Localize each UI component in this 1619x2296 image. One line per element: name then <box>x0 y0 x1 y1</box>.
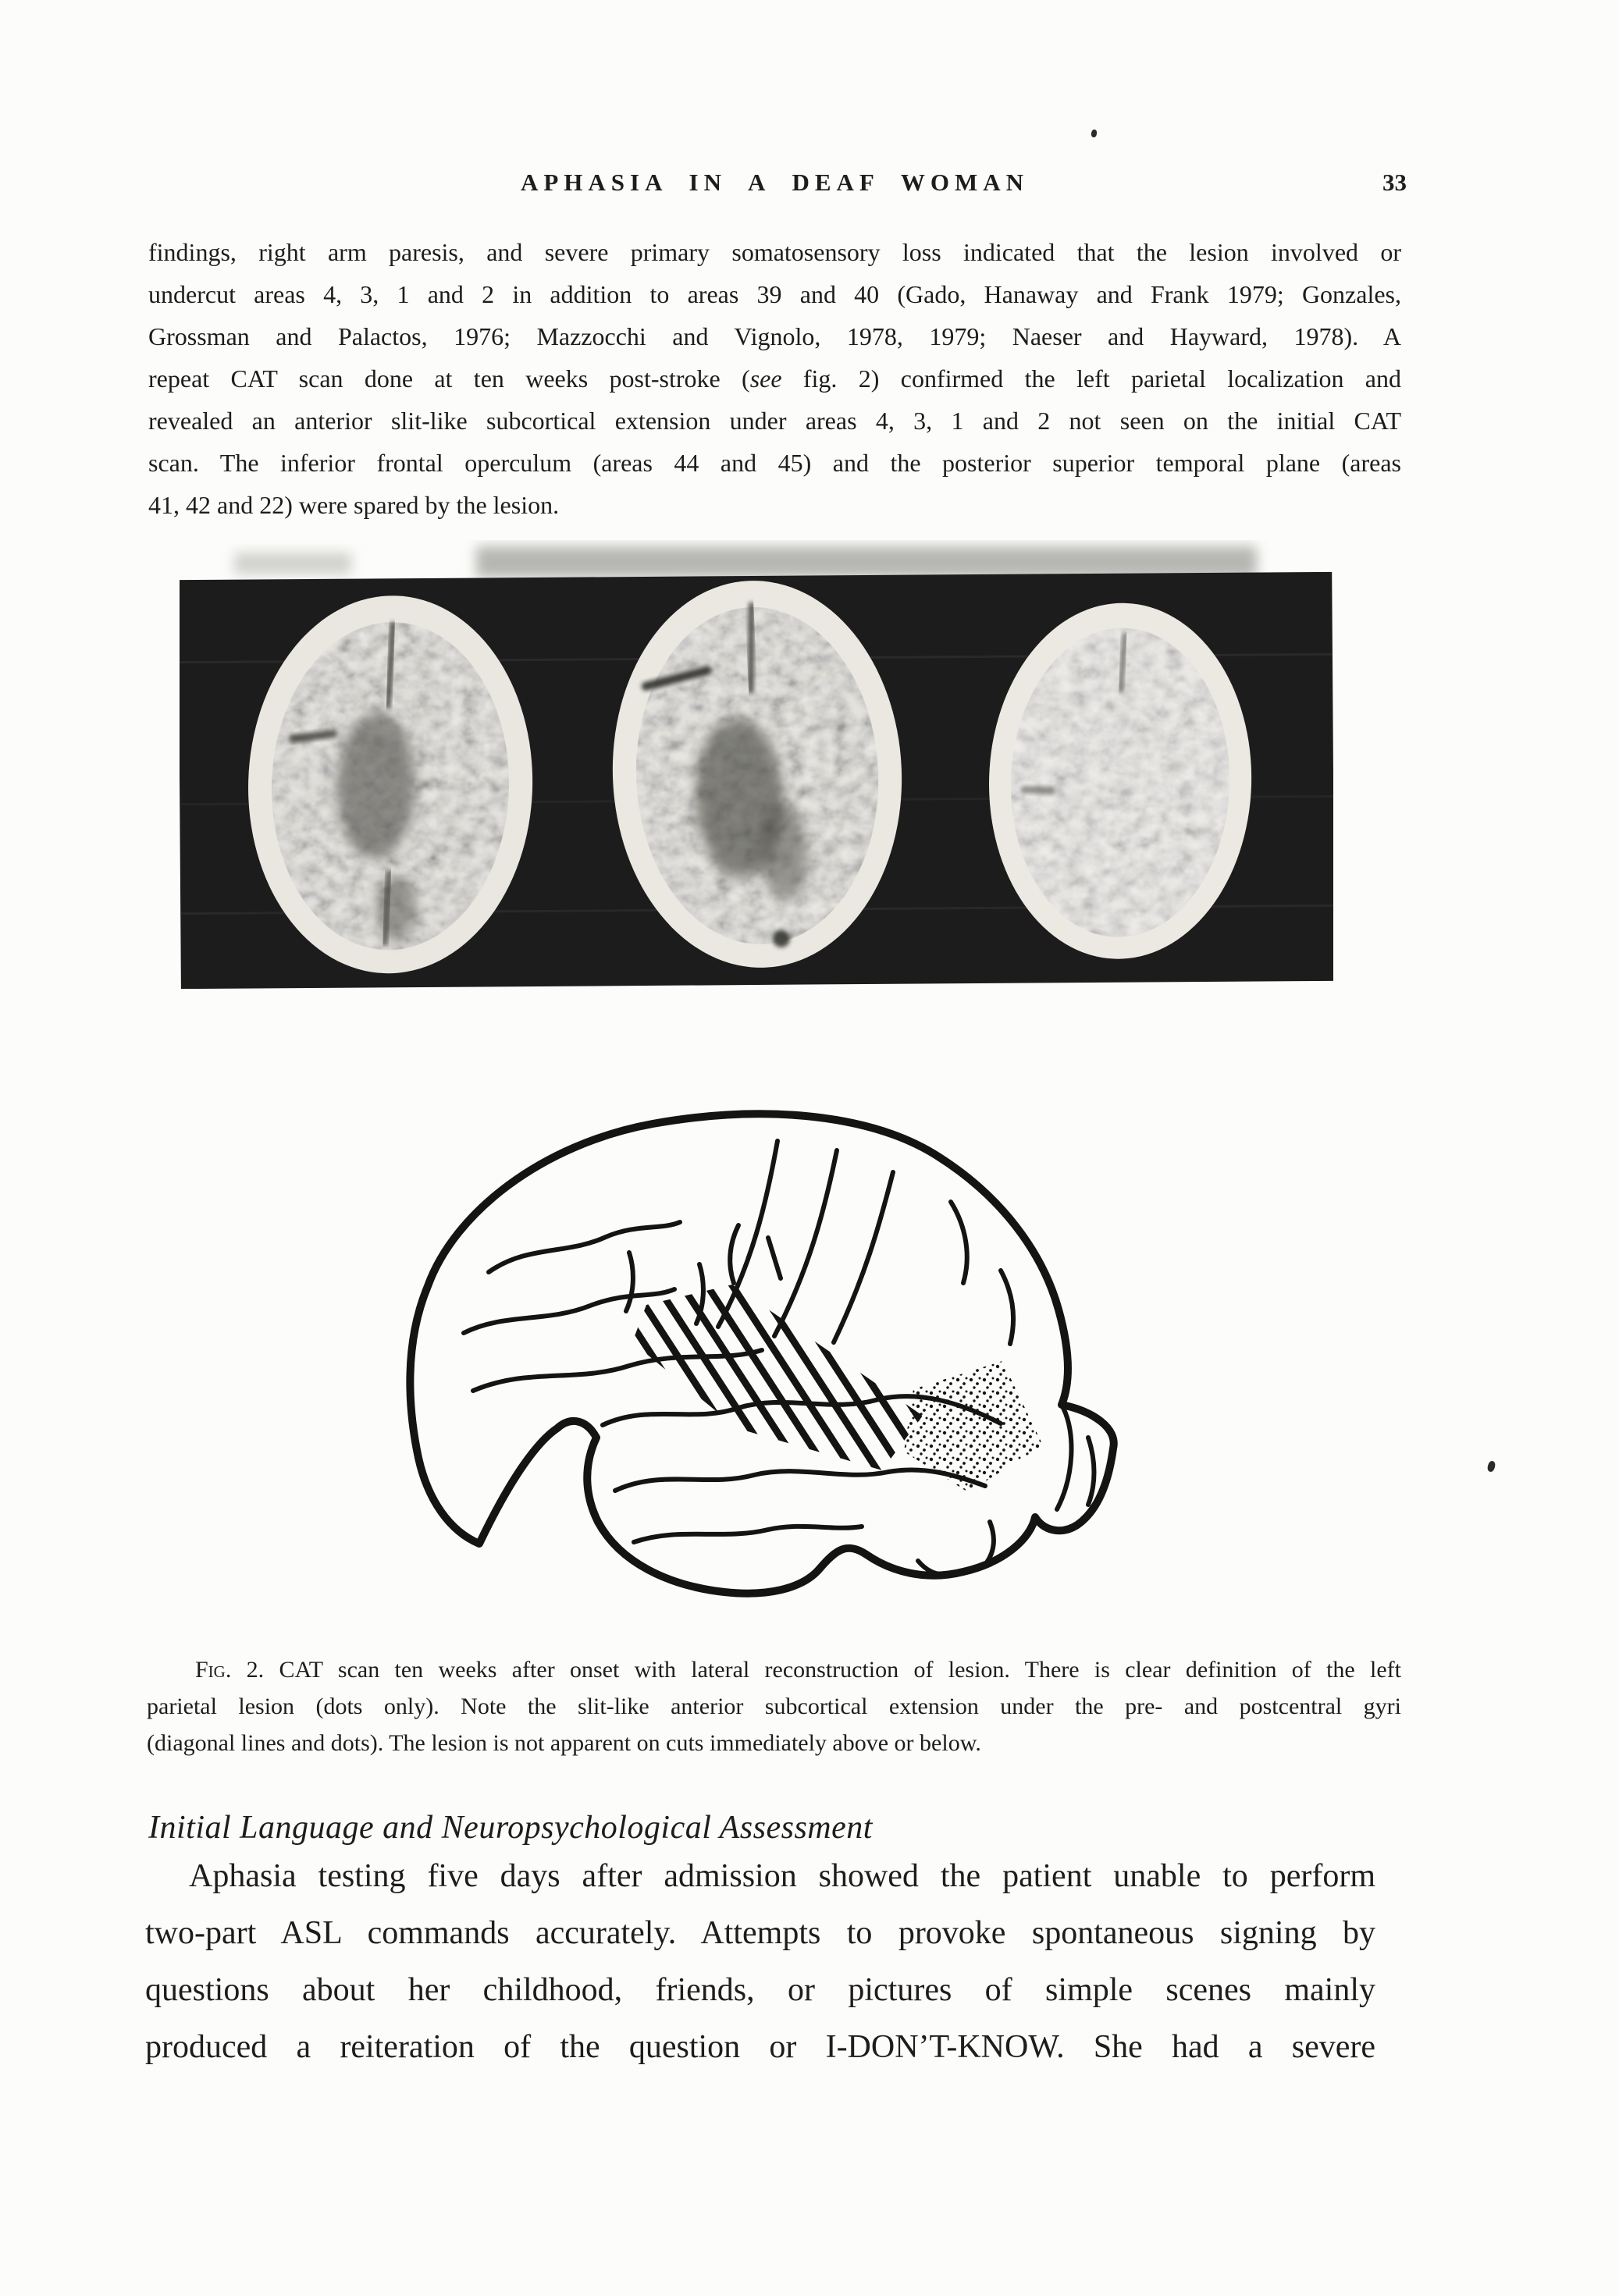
body-paragraph-2 <box>145 1848 1375 2076</box>
cat-scan-photo <box>180 540 1333 991</box>
brain-lateral-drawing <box>372 1085 1152 1600</box>
film-strip <box>180 572 1333 990</box>
brain-drawing-svg <box>372 1085 1152 1600</box>
text-line: (diagonal lines and dots). The lesion is not apparent on cuts immediately above or below. <box>147 1730 981 1756</box>
text-line: scan. The inferior frontal operculum (areas 44 and 45) and the posterior superior temporal plane (areas <box>148 449 1401 477</box>
running-title: APHASIA IN A DEAF WOMAN <box>520 169 1030 196</box>
figure-caption <box>147 1651 1401 1761</box>
text-line: questions about her childhood, friends, or pictures of simple scenes mainly <box>145 1972 1375 2008</box>
scan-smudge-left <box>234 553 351 574</box>
text-line: repeat CAT scan done at ten weeks post-stroke (see fig. 2) confirmed the left parietal localization and <box>148 364 1401 393</box>
page-number: 33 <box>1382 169 1407 196</box>
text-line: undercut areas 4, 3, 1 and 2 in addition to areas 39 and 40 (Gado, Hanaway and Frank 1979; Gonzales, <box>148 280 1401 308</box>
text-line: produced a reiteration of the question or I-DON’T-KNOW. She had a severe <box>145 2029 1375 2065</box>
text-line: Fig. 2. CAT scan ten weeks after onset with lateral reconstruction of lesion. There is clear definition of the left <box>195 1657 1401 1683</box>
text-line: parietal lesion (dots only). Note the slit-like anterior subcortical extension under the pre- and postcentral gyri <box>147 1694 1401 1719</box>
scan-artifact-dot <box>1091 129 1098 137</box>
cat-scan-photo-svg <box>180 540 1333 991</box>
text-line: revealed an anterior slit-like subcortical extension under areas 4, 3, 1 and 2 not seen on the initial CAT <box>148 407 1401 435</box>
body-paragraph-1 <box>148 231 1401 526</box>
text-line: Grossman and Palactos, 1976; Mazzocchi and Vignolo, 1978, 1979; Naeser and Hayward, 1978). A <box>148 322 1401 350</box>
text-line: two-part ASL commands accurately. Attempts to provoke spontaneous signing by <box>145 1915 1375 1951</box>
section-heading: Initial Language and Neuropsychological Assessment <box>148 1810 873 1846</box>
scan-artifact-dot <box>1486 1460 1496 1473</box>
text-line: findings, right arm paresis, and severe primary somatosensory loss indicated that the lesion involved or <box>148 238 1401 266</box>
text-line: Aphasia testing five days after admission showed the patient unable to perform <box>189 1858 1375 1894</box>
text-line: 41, 42 and 22) were spared by the lesion. <box>148 491 560 519</box>
scan-smudge-top <box>476 546 1257 578</box>
